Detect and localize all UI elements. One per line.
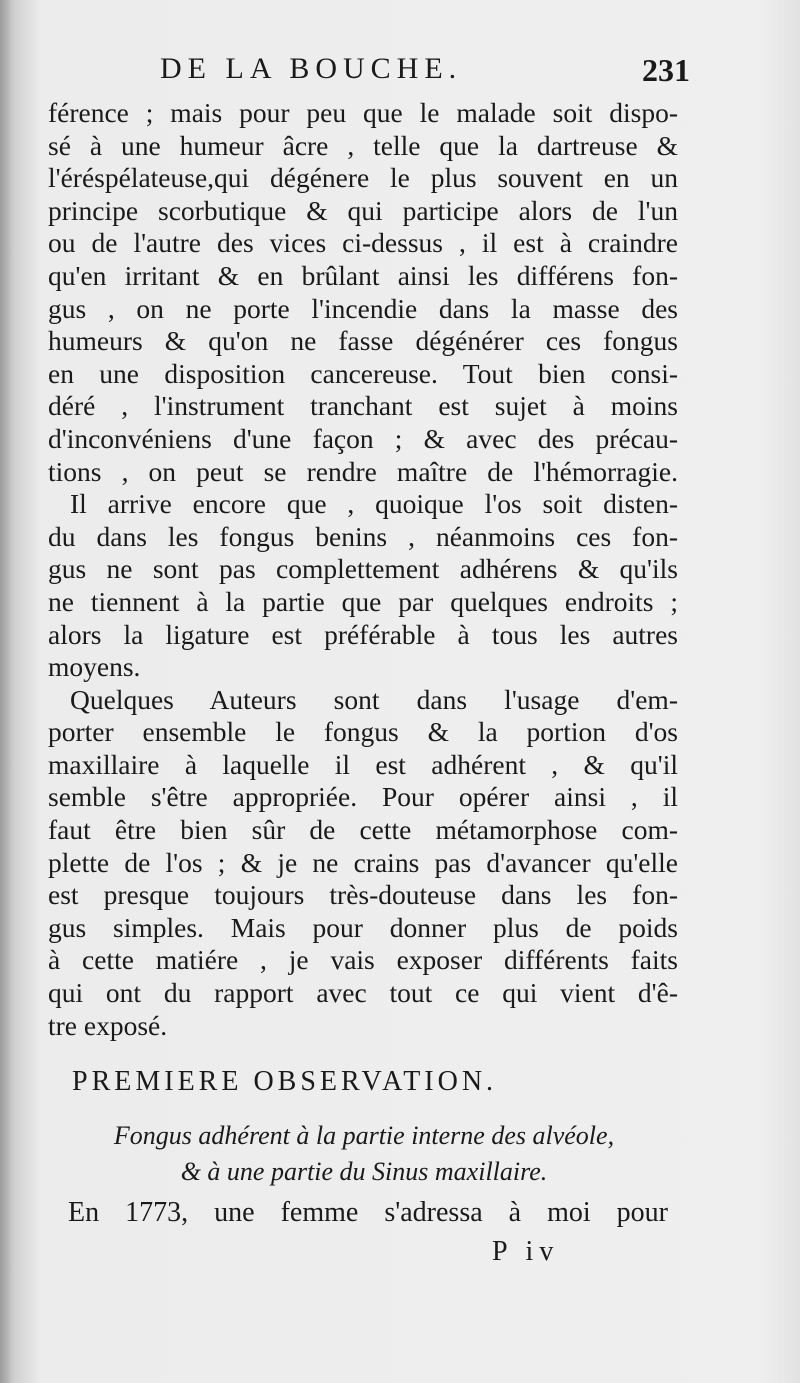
observation-title: PREMIERE OBSERVATION. bbox=[72, 1066, 498, 1097]
body-text bbox=[48, 97, 678, 1042]
text-line: humeurs & qu'on ne fasse dégénérer ces fongus bbox=[48, 325, 678, 357]
text-line: du dans les fongus benins , néanmoins ces fon- bbox=[48, 520, 678, 552]
text-line: Il arrive encore que , quoique l'os soit disten- bbox=[70, 488, 678, 520]
text-line: moyens. bbox=[48, 651, 141, 683]
text-line: tre exposé. bbox=[48, 1009, 168, 1041]
text-line: gus , on ne porte l'incendie dans la masse des bbox=[48, 292, 678, 324]
text-line: l'éréspélateuse,qui dégénere le plus souvent en un bbox=[48, 162, 678, 194]
text-line: plette de l'os ; & je ne crains pas d'avancer qu'elle bbox=[48, 846, 678, 878]
text-line: alors la ligature est préférable à tous les autres bbox=[48, 618, 678, 650]
observation-subtitle-line: Fongus adhérent à la partie interne des alvéole, bbox=[113, 1121, 615, 1150]
text-line: déré , l'instrument tranchant est sujet à moins bbox=[48, 390, 678, 422]
page-header bbox=[160, 52, 700, 102]
text-line: porter ensemble le fongus & la portion d'os bbox=[48, 716, 678, 748]
signature-mark: P iv bbox=[492, 1236, 560, 1267]
text-line: en une disposition cancereuse. Tout bien consi- bbox=[48, 357, 678, 389]
running-head: DE LA BOUCHE. bbox=[160, 52, 463, 85]
observation-subtitle-line: & à une partie du Sinus maxillaire. bbox=[180, 1157, 548, 1186]
observation-subtitle bbox=[44, 1118, 684, 1190]
text-line: maxillaire à laquelle il est adhérent , & qu'il bbox=[48, 748, 678, 780]
text-line: est presque toujours très-douteuse dans les fon- bbox=[48, 879, 678, 911]
text-line: gus simples. Mais pour donner plus de poids bbox=[48, 911, 678, 943]
text-line: sé à une humeur âcre , telle que la dartreuse & bbox=[48, 129, 678, 161]
text-line: ou de l'autre des vices ci-dessus , il est à craindre bbox=[48, 227, 678, 259]
text-line: principe scorbutique & qui participe alors de l'un bbox=[48, 194, 678, 226]
text-line: faut être bien sûr de cette métamorphose com- bbox=[48, 814, 678, 846]
text-line: En 1773, une femme s'adressa à moi pour bbox=[68, 1197, 668, 1228]
text-line: ne tiennent à la partie que par quelques endroits ; bbox=[48, 585, 678, 617]
text-line: tions , on peut se rendre maître de l'hémorragie. bbox=[48, 455, 678, 487]
text-line: qu'en irritant & en brûlant ainsi les différens fon- bbox=[48, 259, 678, 291]
page-number: 231 bbox=[642, 52, 690, 88]
text-line: d'inconvéniens d'une façon ; & avec des précau- bbox=[48, 422, 678, 454]
text-line: Quelques Auteurs sont dans l'usage d'em- bbox=[70, 683, 678, 715]
text-line: gus ne sont pas complettement adhérens & qu'ils bbox=[48, 553, 678, 585]
text-line: férence ; mais pour peu que le malade soit dispo- bbox=[48, 97, 678, 128]
text-line: à cette matiére , je vais exposer différents faits bbox=[48, 944, 678, 976]
text-line: qui ont du rapport avec tout ce qui vient d'ê- bbox=[48, 977, 678, 1009]
text-line: semble s'être appropriée. Pour opérer ainsi , il bbox=[48, 781, 678, 813]
